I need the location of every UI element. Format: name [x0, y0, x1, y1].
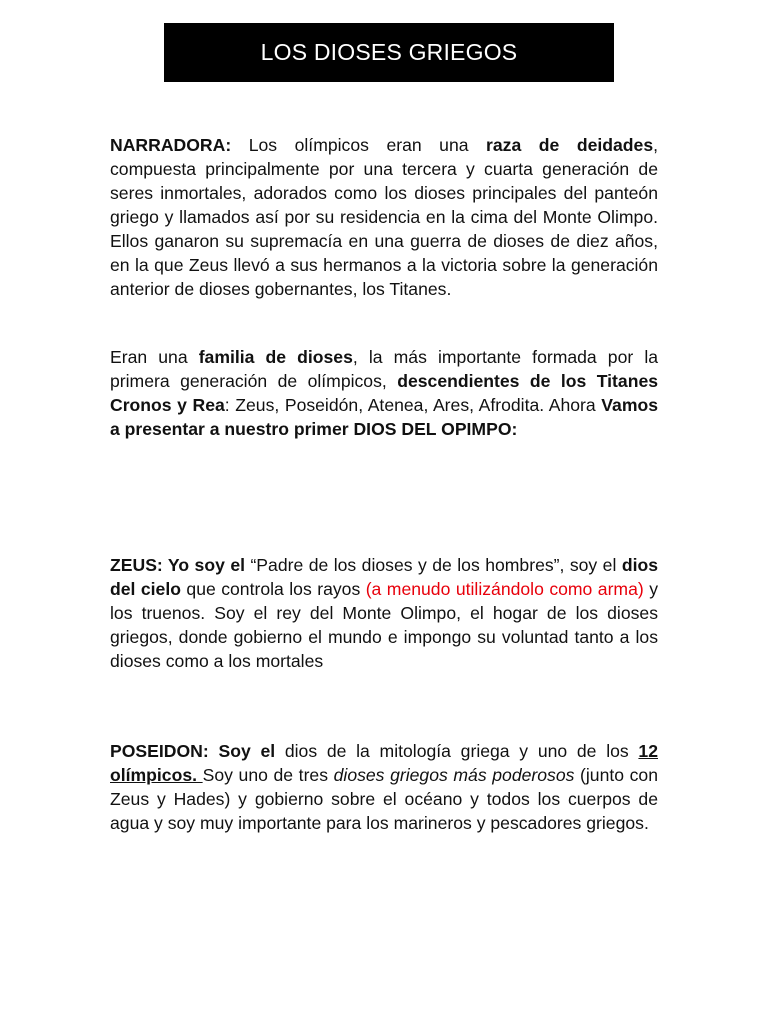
text: dios de la mitología griega y uno de los — [275, 741, 639, 761]
text: Soy uno de tres — [202, 765, 334, 785]
text: , compuesta principalmente por una tercera y cuarta generación de seres inmortales, adorados como los dioses principales del panteón griego y llamados así por su residencia en la cima del Monte Olimpo. Ellos ganaron su supremacía en una guerra de dioses de diez años, en la que Zeus llevó a sus hermanos a la victoria sobre la generación anterior de dioses gobernantes, los Titanes. — [110, 135, 658, 299]
italic-text: dioses griegos más poderosos — [333, 765, 575, 785]
bold-text: raza de deidades — [486, 135, 654, 155]
zeus-paragraph — [110, 553, 658, 673]
title-banner — [164, 23, 614, 82]
poseidon-paragraph — [110, 739, 658, 835]
text: “Padre de los dioses y de los hombres”, soy el — [245, 555, 622, 575]
text: Eran una — [110, 347, 199, 367]
text: que controla los rayos — [180, 579, 366, 599]
text: , la más importante formada por la primera generación de olímpicos, — [110, 347, 659, 391]
bold-text: Vamos a presentar a nuestro primer DIOS DEL OPIMPO: — [110, 395, 658, 439]
text: Los olímpicos eran una — [231, 135, 487, 155]
text: : Zeus, Poseidón, Atenea, Ares, Afrodita. Ahora — [224, 395, 602, 415]
speaker-label: ZEUS: Yo soy el — [110, 555, 245, 575]
speaker-label: NARRADORA: — [110, 135, 232, 155]
bold-underlined-text: 12 olímpicos. — [110, 741, 658, 785]
narradora-paragraph-1 — [110, 133, 658, 301]
text: (junto con Zeus y Hades) y gobierno sobre el océano y todos los cuerpos de agua y soy muy importante para los marineros y pescadores griegos. — [110, 765, 658, 833]
bold-text: familia de dioses — [198, 347, 353, 367]
speaker-label: POSEIDON: Soy el — [110, 741, 276, 761]
bold-text: descendientes de los Titanes Cronos y Rea — [110, 371, 659, 415]
text: y los truenos. Soy el rey del Monte Olimpo, el hogar de los dioses griegos, donde gobierno el mundo e impongo su voluntad tanto a los dioses como a los mortales — [110, 579, 659, 671]
page-title: LOS DIOSES GRIEGOS — [260, 39, 518, 65]
bold-text: dios del cielo — [110, 555, 659, 599]
narradora-paragraph-2 — [110, 345, 658, 441]
red-highlight-text: (a menudo utilizándolo como arma) — [365, 579, 644, 599]
